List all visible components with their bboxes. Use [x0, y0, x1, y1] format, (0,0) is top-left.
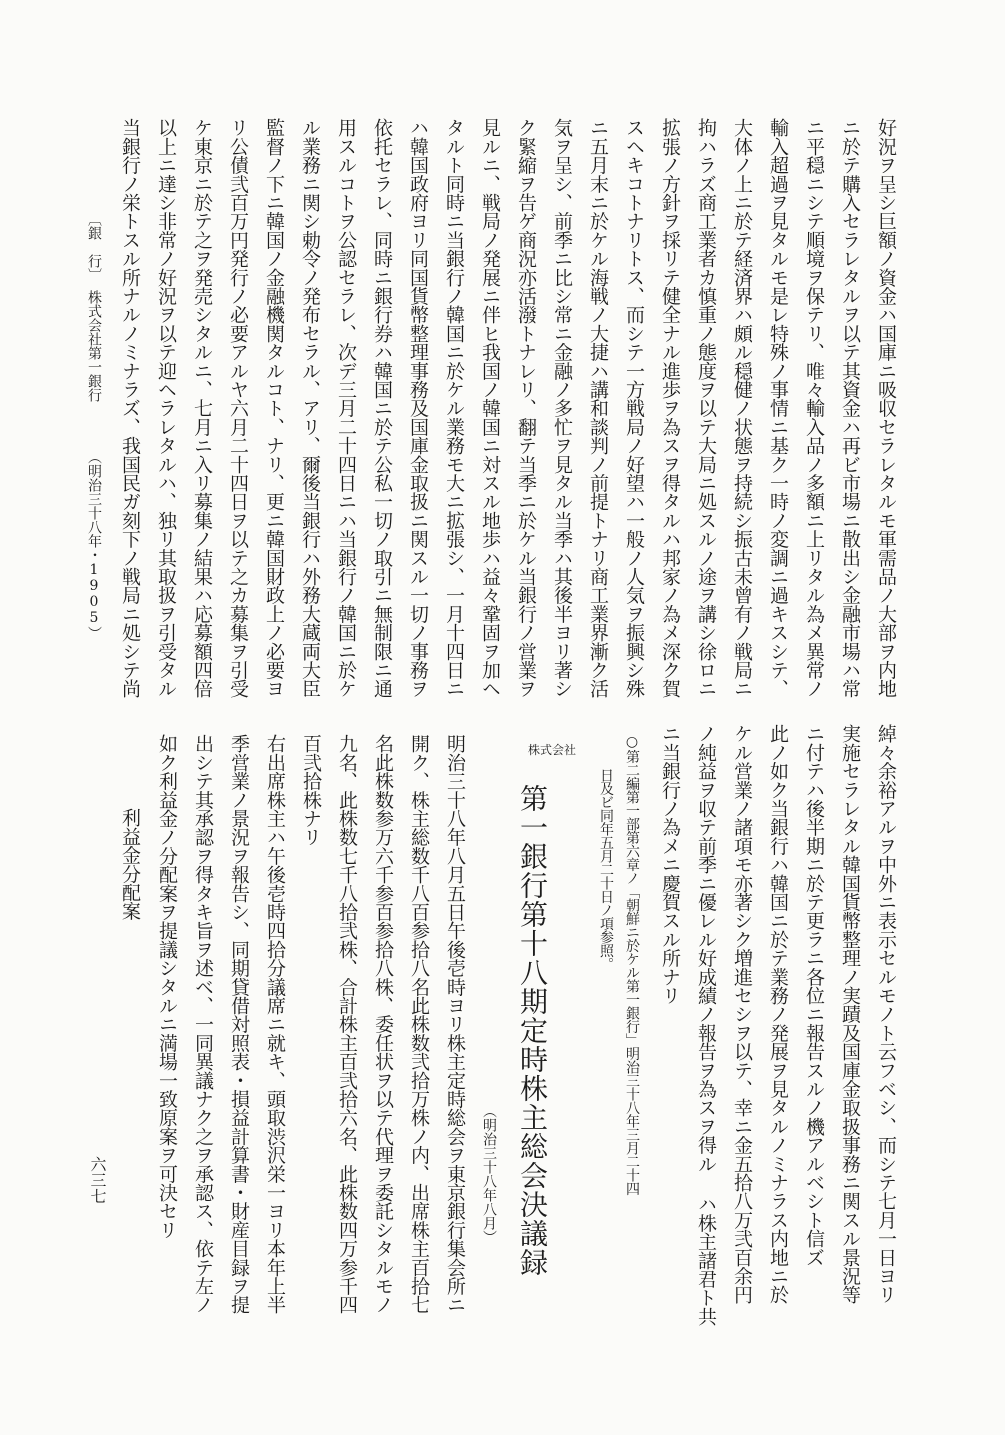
text-line: 拘ハラズ商工業者カ慎重ノ態度ヲ以テ大局ニ処スルノ途ヲ講シ徐ロニ	[695, 118, 717, 698]
section-title: 第一銀行第十八期定時株主総会決議録	[516, 784, 549, 1277]
text-line: ニ平穏ニシテ順境ヲ保テリ、唯々輸入品ノ多額ニ上リタル為メ異常ノ	[803, 118, 825, 698]
text-line: ニ付テハ後半期ニ於テ更ラニ各位ニ報告スルノ機アルベシト信ズ	[803, 724, 825, 1267]
text-line: ニ於テ購入セラレタルヲ以テ其資金ハ再ビ市場ニ散出シ金融市場ハ常	[839, 118, 861, 698]
subheading: 利益金分配案	[119, 808, 141, 921]
section-date: （明治三十八年八月）	[481, 1104, 497, 1244]
page-number: 六三七	[88, 1156, 107, 1204]
text-line: 気ヲ呈シ、前季ニ比シ常ニ金融ノ多忙ヲ見タル当季ハ其後半ヨリ著シ	[551, 118, 573, 698]
text-line: 右出席株主ハ午後壱時四拾分議席ニ就キ、頭取渋沢栄一ヨリ本年上半	[264, 734, 286, 1314]
text-line: 綽々余裕アルヲ中外ニ表示セルモノト云フベシ、而シテ七月一日ヨリ	[875, 724, 897, 1304]
text-line: ケル営業ノ諸項モ亦著シク増進セシヲ以テ、幸ニ金五拾八万弐百余円	[731, 724, 753, 1304]
text-line: ニ当銀行ノ為メニ慶賀スル所ナリ	[659, 724, 681, 1005]
text-line: 名此株数参万六千参百参拾八株、委任状ヲ以テ代理ヲ委託シタルモノ	[372, 734, 394, 1314]
text-line: 拡張ノ方針ヲ採リテ健全ナル進歩ヲ為スヲ得タルハ邦家ノ為メ深ク賀	[659, 118, 681, 698]
text-line: 当銀行ノ栄トスル所ナルノミナラズ、我国民ガ刻下ノ戦局ニ処シテ尚	[119, 118, 141, 698]
text-line: リ公債弐百万円発行ノ必要アルヤ六月二十四日ヲ以テ之カ募集ヲ引受	[227, 118, 249, 698]
text-line: 如ク利益金ノ分配案ヲ提議シタルニ満場一致原案ヲ可決セリ	[156, 734, 178, 1239]
text-line: ノ純益ヲ収テ前季ニ優レル好成績ノ報告ヲ為スヲ得ル ハ株主諸君ト共	[695, 724, 717, 1326]
heading-kaisha: 株式会社	[528, 743, 577, 757]
footer-era: （明治三十八年・1905）	[86, 450, 102, 640]
text-line: 以上ニ達シ非常ノ好況ヲ以テ迎ヘラレタルハ、独リ其取扱ヲ引受タル	[155, 118, 177, 698]
text-line: 出シテ其承認ヲ得タキ旨ヲ述ベ、一同異議ナク之ヲ承認ス、依テ左ノ	[192, 734, 214, 1314]
note-line: ○第二編第一部第六章ノ「朝鮮ニ於ケル第一銀行」明治三十八年三月二十四	[624, 734, 640, 1195]
text-line: ハ韓国政府ヨリ同国貨幣整理事務及国庫金取扱ニ関スル一切ノ事務ヲ	[407, 118, 429, 698]
text-line: 百弐拾株ナリ	[300, 734, 322, 847]
text-line: 依托セラレ、同時ニ銀行券ハ韓国ニ於テ公私一切ノ取引ニ無制限ニ通	[371, 118, 393, 698]
text-line: 見ルニ、戦局ノ発展ニ伴ヒ我国ノ韓国ニ対スル地歩ハ益々鞏固ヲ加ヘ	[479, 118, 501, 698]
text-line: ニ五月末ニ於ケル海戦ノ大捷ハ講和談判ノ前提トナリ商工業界漸ク活	[587, 118, 609, 698]
text-line: 輸入超過ヲ見タルモ是レ特殊ノ事情ニ基ク一時ノ変調ニ過キスシテ、	[767, 118, 789, 698]
text-line: 用スルコトヲ公認セラレ、次デ三月二十四日ニハ当銀行ノ韓国ニ於ケ	[335, 118, 357, 698]
text-line: ケ東京ニ於テ之ヲ発売シタルニ、七月ニ入リ募集ノ結果ハ応募額四倍	[191, 118, 213, 698]
text-line: 明治三十八年八月五日午後壱時ヨリ株主定時総会ヲ東京銀行集会所ニ	[444, 734, 466, 1314]
text-line: ク緊縮ヲ告ゲ商況亦活潑トナレリ、翻テ当季ニ於ケル当銀行ノ営業ヲ	[515, 118, 537, 698]
note-line: 日及ビ同年五月二十日ノ項参照。	[598, 768, 614, 971]
text-line: 季営業ノ景況ヲ報告シ、同期貸借対照表・損益計算書・財産目録ヲ提	[228, 734, 250, 1314]
text-line: 監督ノ下ニ韓国ノ金融機関タルコト、ナリ、更ニ韓国財政上ノ必要ヨ	[263, 118, 285, 698]
text-line: 好況ヲ呈シ巨額ノ資金ハ国庫ニ吸収セラレタルモ軍需品ノ大部ヲ内地	[875, 118, 897, 698]
text-line: タルト同時ニ当銀行ノ韓国ニ於ケル業務モ大ニ拡張シ、一月十四日ニ	[443, 118, 465, 698]
text-line: 開ク、株主総数千八百参拾八名此株数弐拾万株ノ内、出席株主百拾七	[408, 734, 430, 1314]
text-line: 実施セラレタル韓国貨幣整理ノ実蹟及国庫金取扱事務ニ関スル景況等	[839, 724, 861, 1304]
text-line: 九名、此株数七千八拾弐株、合計株主百弐拾六名、此株数四万参千四	[336, 734, 358, 1314]
text-line: スヘキコトナリトス、而シテ一方戦局ノ好望ハ一般ノ人気ヲ振興シ殊	[623, 118, 645, 698]
footer-company: 株式会社第一銀行	[86, 290, 102, 402]
text-line: ル業務ニ関シ勅令ノ発布セラル、アリ、爾後当銀行ハ外務大蔵両大臣	[299, 118, 321, 698]
text-line: 此ノ如ク当銀行ハ韓国ニ於テ業務ノ発展ヲ見タルノミナラス内地ニ於	[767, 724, 789, 1304]
text-line: 大体ノ上ニ於テ経済界ハ頗ル穏健ノ状態ヲ持続シ振古未曾有ノ戦局ニ	[731, 118, 753, 698]
footer-category: 〔銀 行〕	[86, 212, 102, 282]
